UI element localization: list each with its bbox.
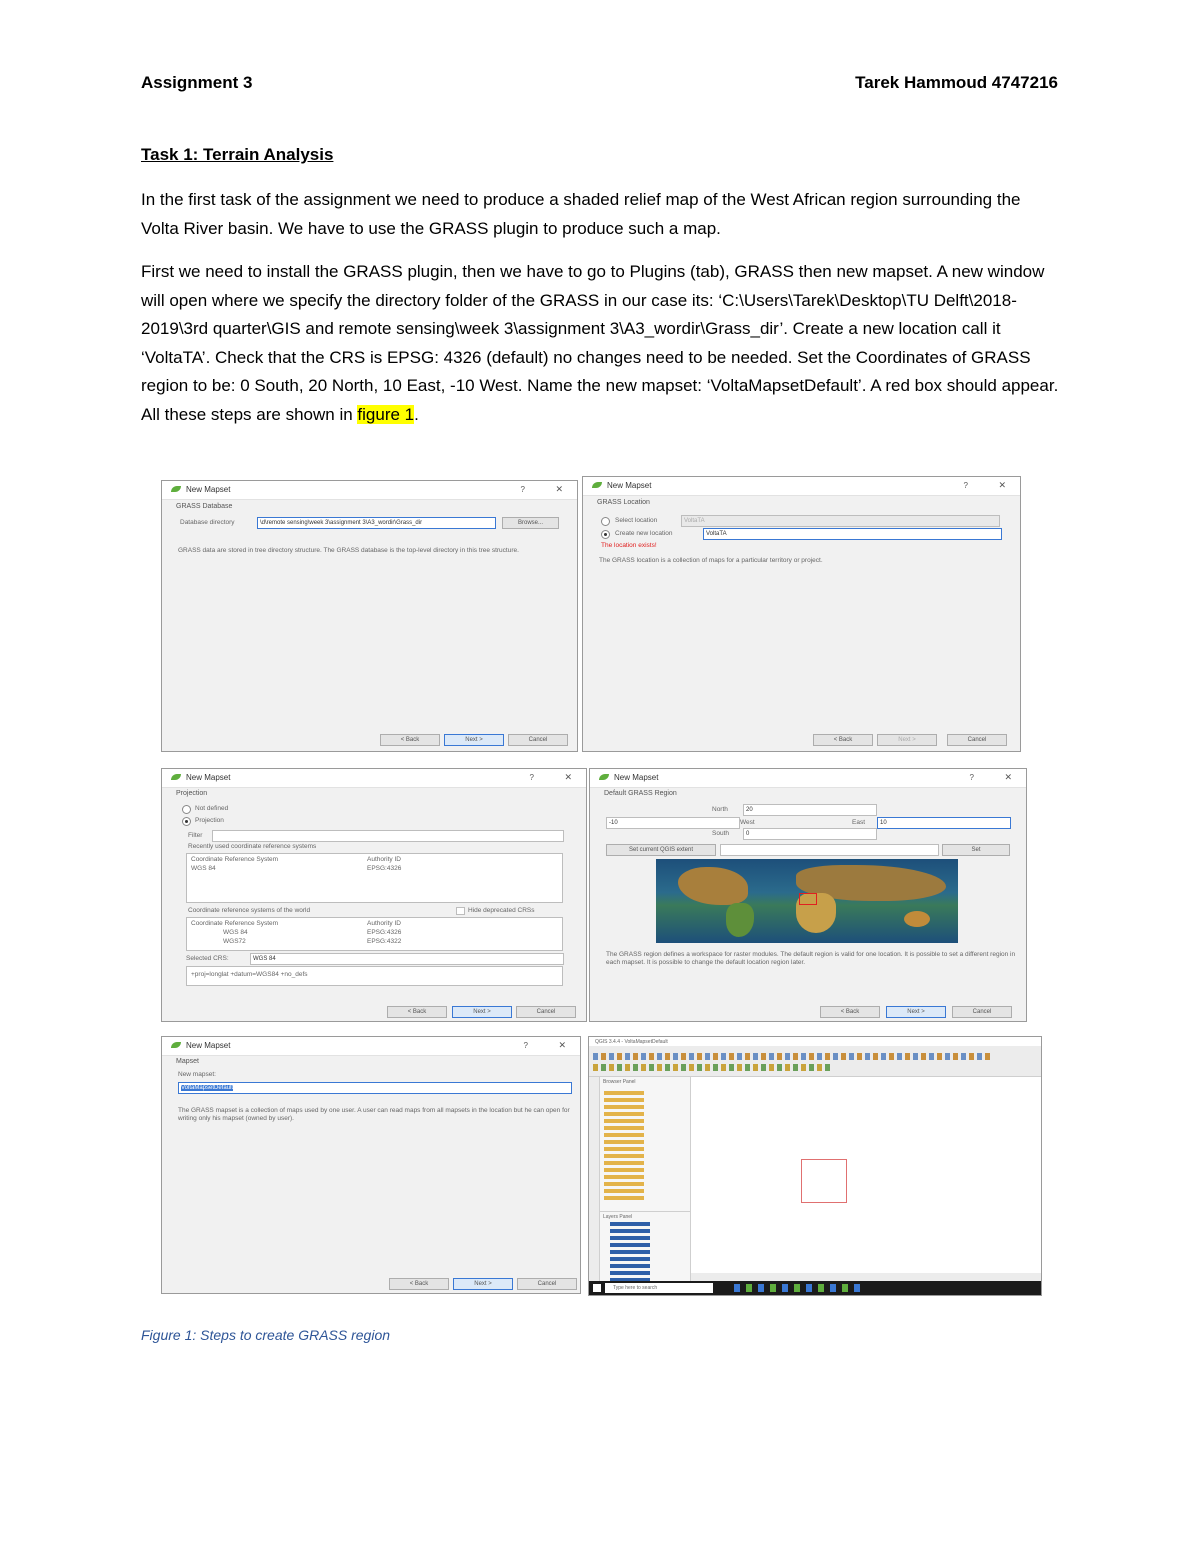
cancel-button[interactable]: Cancel: [508, 734, 568, 746]
layers-list[interactable]: [610, 1222, 650, 1282]
continent-australia: [904, 911, 930, 927]
select-location-dropdown[interactable]: VoltaTA: [681, 515, 1000, 527]
cancel-button[interactable]: Cancel: [952, 1006, 1012, 1018]
dialog-titlebar: [590, 769, 1026, 788]
task-title: Task 1: Terrain Analysis: [141, 145, 334, 164]
next-button[interactable]: Next >: [452, 1006, 512, 1018]
south-input[interactable]: 0: [743, 828, 877, 840]
browse-button[interactable]: Browse...: [502, 517, 559, 529]
layers-panel[interactable]: [600, 1211, 691, 1288]
region-red-box: [801, 1159, 847, 1203]
help-icon[interactable]: ?: [969, 773, 974, 782]
dialog-title: New Mapset: [186, 485, 231, 494]
close-icon[interactable]: ✕: [564, 772, 572, 782]
not-defined-label: Not defined: [195, 805, 229, 812]
help-icon[interactable]: ?: [520, 485, 525, 494]
hide-deprecated-checkbox[interactable]: [456, 907, 465, 915]
browser-tree[interactable]: [604, 1091, 644, 1203]
screenshot-grass-database: [161, 480, 578, 752]
north-input[interactable]: 20: [743, 804, 877, 816]
new-mapset-value: VoltaMapsetDefault: [181, 1085, 234, 1091]
region-description: The GRASS region defines a workspace for raster modules. The default region is valid for one location. It is possible to set a different region in each mapset. It is possible to change the default location region later.: [606, 951, 1016, 966]
back-button[interactable]: < Back: [813, 734, 873, 746]
cancel-button[interactable]: Cancel: [516, 1006, 576, 1018]
close-icon[interactable]: ✕: [998, 480, 1006, 490]
qgis-leaf-icon: [171, 1042, 181, 1048]
figure-caption: Figure 1: Steps to create GRASS region: [141, 1327, 391, 1343]
world-row-crs[interactable]: WGS 84: [223, 929, 248, 936]
next-button[interactable]: Next >: [886, 1006, 946, 1018]
recent-crs-label: Recently used coordinate reference systems: [188, 843, 317, 850]
select-location-radio[interactable]: [601, 517, 610, 526]
west-label: West: [740, 819, 755, 826]
close-icon[interactable]: ✕: [1004, 772, 1012, 782]
proj4-text: +proj=longlat +datum=WGS84 +no_defs: [191, 971, 308, 978]
qgis-leaf-icon: [171, 774, 181, 780]
back-button[interactable]: < Back: [820, 1006, 880, 1018]
set-qgis-extent-button[interactable]: Set current QGIS extent: [606, 844, 716, 856]
help-icon[interactable]: ?: [523, 1041, 528, 1050]
cancel-button[interactable]: Cancel: [517, 1278, 577, 1290]
filter-label: Filter: [188, 832, 203, 839]
paragraph-intro: In the first task of the assignment we need to produce a shaded relief map of the West African region surrounding the Volta River basin. We have to use the GRASS plugin to produce such a map.: [141, 190, 1021, 238]
back-button[interactable]: < Back: [387, 1006, 447, 1018]
windows-start-icon[interactable]: [593, 1284, 601, 1292]
dialog-title: New Mapset: [614, 773, 659, 782]
qgis-side-toolbar[interactable]: [589, 1077, 600, 1287]
projection-radio[interactable]: [182, 817, 191, 826]
dialog-titlebar: [583, 477, 1020, 496]
continent-americas: [678, 867, 748, 905]
section-title: Projection: [176, 790, 208, 797]
section-title: Mapset: [176, 1058, 199, 1065]
screenshot-grass-region: [589, 768, 1027, 1022]
section-title: GRASS Location: [597, 499, 650, 506]
col-authority-header: Authority ID: [367, 920, 401, 927]
world-row-auth[interactable]: EPSG:4322: [367, 938, 402, 945]
header-right: Tarek Hammoud 4747216: [855, 73, 1058, 92]
dialog-title: New Mapset: [186, 773, 231, 782]
col-crs-header: Coordinate Reference System: [191, 920, 279, 927]
figure-reference-highlight: figure 1: [357, 404, 415, 424]
paragraph-steps-end: .: [414, 404, 419, 424]
screenshot-projection: [161, 768, 587, 1022]
database-description: GRASS data are stored in tree directory structure. The GRASS database is the top-level directory in this tree structure.: [178, 547, 519, 554]
qgis-toolbar[interactable]: [589, 1046, 1041, 1077]
new-mapset-input[interactable]: [178, 1082, 572, 1094]
east-label: East: [852, 819, 866, 826]
col-authority-header: Authority ID: [367, 856, 401, 863]
dialog-titlebar: [162, 481, 577, 500]
new-location-input[interactable]: VoltaTA: [703, 528, 1002, 540]
database-label: Database directory: [180, 519, 235, 526]
header-left: Assignment 3: [141, 73, 253, 92]
toolbar-icons-row1[interactable]: [593, 1053, 993, 1060]
world-row-auth[interactable]: EPSG:4326: [367, 929, 402, 936]
location-warning: The location exists!: [601, 542, 657, 549]
taskbar-search[interactable]: Type here to search: [605, 1283, 713, 1293]
help-icon[interactable]: ?: [963, 481, 968, 490]
world-crs-label: Coordinate reference systems of the world: [188, 907, 311, 914]
east-input[interactable]: 10: [877, 817, 1011, 829]
filter-input[interactable]: [212, 830, 564, 842]
mapset-description: The GRASS mapset is a collection of maps used by one user. A user can read maps from all mapsets in the location but he can open for writing only his mapset (owned by user).: [178, 1107, 570, 1122]
browser-panel[interactable]: [600, 1077, 691, 1211]
qgis-window-title: QGIS 3.4.4 - VoltaMapsetDefault: [595, 1039, 668, 1045]
section-title: GRASS Database: [176, 503, 233, 510]
selected-crs-label: Selected CRS:: [186, 955, 229, 962]
location-description: The GRASS location is a collection of maps for a particular territory or project.: [599, 557, 823, 564]
recent-crs-table[interactable]: [186, 853, 563, 903]
browser-panel-title: Browser Panel: [603, 1079, 636, 1085]
continent-south-america: [726, 903, 754, 937]
selected-crs-value: WGS 84: [250, 953, 564, 965]
qgis-leaf-icon: [599, 774, 609, 780]
qgis-titlebar: [589, 1037, 1041, 1046]
qgis-leaf-icon: [171, 486, 181, 492]
create-location-label: Create new location: [615, 530, 673, 537]
screenshot-mapset: [161, 1036, 581, 1294]
create-location-radio[interactable]: [601, 530, 610, 539]
screenshot-qgis-window: [588, 1036, 1042, 1296]
projection-label: Projection: [195, 817, 224, 824]
cancel-button[interactable]: Cancel: [947, 734, 1007, 746]
qgis-leaf-icon: [592, 482, 602, 488]
next-button[interactable]: Next >: [453, 1278, 513, 1290]
hide-deprecated-label: Hide deprecated CRSs: [468, 907, 535, 914]
close-icon[interactable]: ✕: [558, 1040, 566, 1050]
dialog-title: New Mapset: [607, 481, 652, 490]
section-title: Default GRASS Region: [604, 790, 677, 797]
set-button[interactable]: Set: [942, 844, 1010, 856]
proj4-box: [186, 966, 563, 986]
database-input[interactable]: \d\remote sensing\week 3\assignment 3\A3_wordir\Grass_dir: [257, 517, 496, 529]
paragraph-steps: [141, 258, 1061, 429]
next-button[interactable]: Next >: [877, 734, 937, 746]
recent-row-crs[interactable]: WGS 84: [191, 865, 216, 872]
back-button[interactable]: < Back: [380, 734, 440, 746]
recent-row-auth[interactable]: EPSG:4326: [367, 865, 402, 872]
back-button[interactable]: < Back: [389, 1278, 449, 1290]
status-bar: [691, 1273, 1041, 1281]
world-crs-table[interactable]: [186, 917, 563, 951]
screenshot-grass-location: [582, 476, 1021, 752]
new-mapset-label: New mapset:: [178, 1071, 216, 1078]
extent-dropdown[interactable]: [720, 844, 939, 856]
next-button[interactable]: Next >: [444, 734, 504, 746]
south-label: South: [712, 830, 729, 837]
map-canvas[interactable]: [691, 1077, 1041, 1287]
taskbar-app-icons[interactable]: [734, 1284, 864, 1292]
col-crs-header: Coordinate Reference System: [191, 856, 279, 863]
layers-panel-title: Layers Panel: [603, 1214, 633, 1220]
world-map[interactable]: [656, 859, 958, 943]
toolbar-icons-row2[interactable]: [593, 1064, 833, 1071]
dialog-titlebar: [162, 769, 586, 788]
paragraph-steps-text: First we need to install the GRASS plugin, then we have to go to Plugins (tab), GRASS then new mapset. A new window will open where we specify the directory folder of the GRASS in our case its: ‘C:\Users\Tarek\Desktop\TU Delft\2018-2019\3rd quarter\GIS and remote sensing\week 3\assignment 3\A3_wordir\Grass_dir’. Create a new location call it ‘VoltaTA’. Check that the CRS is EPSG: 4326 (default) no changes need to be needed. Set the Coordinates of GRASS region to be: 0 South, 20 North, 10 East, -10 West. Name the new mapset: ‘VoltaMapsetDefault’. A red box should appear. All these steps are shown in: [141, 262, 1059, 424]
select-location-label: Select location: [615, 517, 658, 524]
dialog-title: New Mapset: [186, 1041, 231, 1050]
help-icon[interactable]: ?: [529, 773, 534, 782]
windows-taskbar[interactable]: [589, 1281, 1041, 1295]
not-defined-radio[interactable]: [182, 805, 191, 814]
dialog-titlebar: [162, 1037, 580, 1056]
close-icon[interactable]: ✕: [555, 484, 563, 494]
region-red-box: [799, 893, 817, 905]
west-input[interactable]: -10: [606, 817, 740, 829]
world-row-crs[interactable]: WGS72: [223, 938, 246, 945]
north-label: North: [712, 806, 728, 813]
